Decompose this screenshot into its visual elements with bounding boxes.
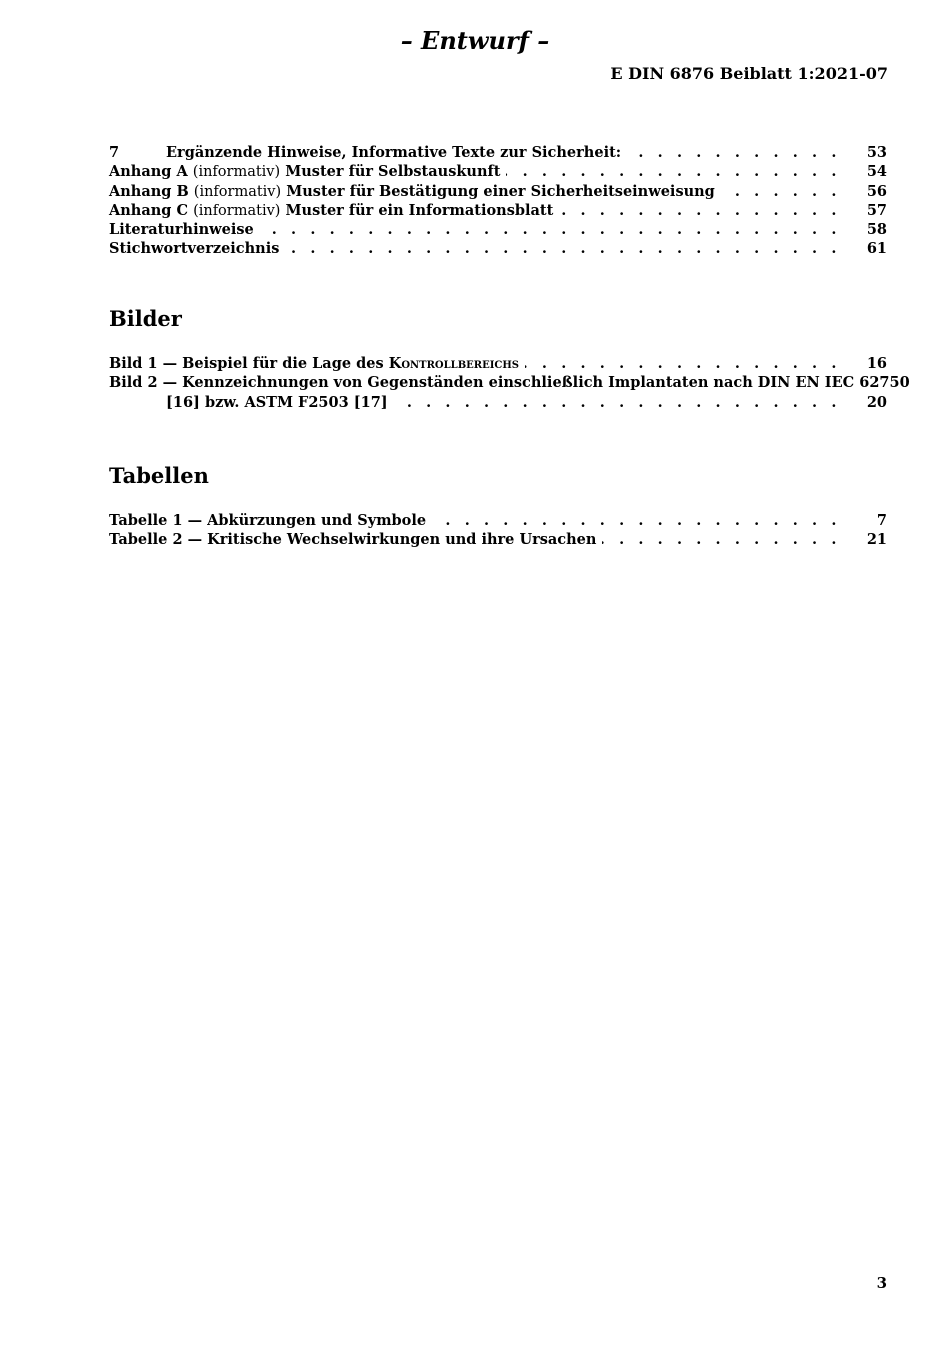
table-entry-page: 7: [876, 512, 887, 529]
toc-entry-title: [109, 162, 500, 182]
toc-entry-title: Ergänzende Hinweise, Informative Texte zur Sicherheit:: [166, 144, 622, 161]
toc-entry-page: 57: [866, 201, 887, 219]
figure-entry-continuation[interactable]: [109, 393, 887, 412]
dot-leader: [559, 201, 841, 220]
annex-qualifier: (informativ): [193, 183, 282, 200]
tables-list: [109, 511, 887, 550]
dot-leader: [506, 162, 841, 181]
figure-entry-title-continued: [16] bzw. ASTM F2503 [17]: [166, 393, 388, 411]
dot-leader: [285, 239, 841, 258]
toc-entry-title: [109, 201, 553, 221]
page-number: 3: [876, 1274, 887, 1292]
toc-entry-page: 56: [866, 182, 887, 200]
toc-entry[interactable]: [109, 143, 887, 162]
toc-entry-number: 7: [109, 144, 120, 161]
annex-label: Anhang C: [109, 201, 188, 219]
figures-heading: Bilder: [109, 306, 182, 331]
figure-entry[interactable]: [109, 373, 910, 392]
toc-entry-page: 61: [866, 240, 887, 258]
figure-entry[interactable]: [109, 354, 887, 373]
table-entry-title: Tabelle 1 — Abkürzungen und Symbole: [109, 512, 427, 529]
contents-list: [109, 143, 887, 259]
document-id: E DIN 6876 Beiblatt 1:2021-07: [610, 64, 888, 83]
toc-entry-page: 53: [866, 144, 887, 161]
figure-entry-title: [109, 354, 519, 373]
table-entry-title: Tabelle 2 — Kritische Wechselwirkungen und ihre Ursachen: [109, 531, 597, 549]
figures-list: [109, 354, 910, 412]
figure-entry-page: 20: [866, 393, 887, 411]
figure-term: Kontrollbereichs: [388, 355, 520, 372]
table-entry[interactable]: [109, 511, 887, 530]
figure-label: Bild 1 — Beispiel für die Lage des: [109, 355, 384, 372]
annex-qualifier: (informativ): [193, 202, 281, 219]
toc-entry-page: 54: [866, 163, 887, 181]
annex-title: Muster für Bestätigung einer Sicherheitseinweisung: [286, 182, 715, 200]
annex-label: Anhang B: [109, 182, 189, 200]
toc-entry[interactable]: [109, 182, 887, 201]
dot-leader: [432, 511, 841, 530]
draft-mark: – Entwurf –: [400, 26, 550, 55]
figure-entry-page: 16: [866, 355, 887, 372]
dot-leader: [602, 530, 841, 549]
annex-label: Anhang A: [109, 163, 188, 181]
figure-entry-title: Bild 2 — Kennzeichnungen von Gegenständen einschließlich Implantaten nach DIN EN IEC 62750: [109, 374, 910, 392]
dot-leader: [627, 143, 841, 162]
table-entry[interactable]: [109, 530, 887, 549]
dot-leader: [525, 354, 841, 373]
dot-leader: [721, 182, 841, 201]
annex-title: Muster für Selbstauskunft: [285, 163, 501, 181]
dot-leader: [394, 393, 841, 412]
toc-entry-page: 58: [866, 221, 887, 239]
toc-entry-title: Stichwortverzeichnis: [109, 240, 280, 258]
toc-entry-title: [109, 182, 715, 202]
tables-heading: Tabellen: [109, 463, 209, 488]
dot-leader: [260, 220, 841, 239]
table-entry-page: 21: [866, 531, 887, 549]
toc-entry-title: Literaturhinweise: [109, 221, 254, 239]
annex-title: Muster für ein Informationsblatt: [285, 201, 554, 219]
toc-entry[interactable]: [109, 220, 887, 239]
annex-qualifier: (informativ): [192, 164, 281, 181]
toc-entry[interactable]: [109, 201, 887, 220]
toc-entry[interactable]: [109, 162, 887, 181]
toc-entry[interactable]: [109, 239, 887, 258]
